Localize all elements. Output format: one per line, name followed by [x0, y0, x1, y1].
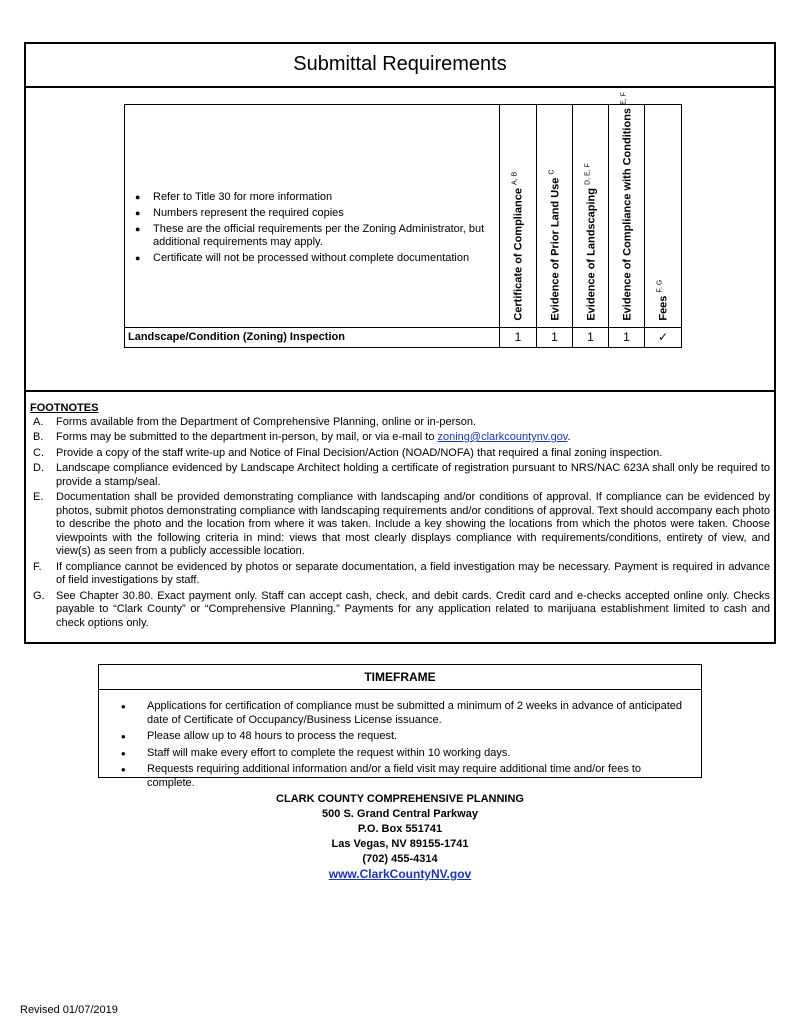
- timeframe-heading: TIMEFRAME: [99, 665, 701, 690]
- footnote-text: See Chapter 30.80. Exact payment only. Staff can accept cash, check, and debit cards. Credit card and e-checks accepted online only. Checks payable to “Clark County” or “Comprehensive Planning.” Payments for any application related to marijuana establishment limited to cash and check options only.: [56, 589, 770, 629]
- revision-date: Revised 01/07/2019: [20, 1004, 118, 1016]
- timeframe-box: [98, 664, 702, 789]
- footnote: [30, 462, 770, 489]
- column-footnote-ref: A, B: [511, 172, 519, 186]
- row-label: Landscape/Condition (Zoning) Inspection: [124, 328, 500, 348]
- footnote-letter: A.: [33, 415, 44, 428]
- footnote-letter: C.: [33, 446, 44, 459]
- email-link[interactable]: zoning@clarkcountynv.gov: [437, 431, 568, 443]
- footnotes-heading: FOOTNOTES: [30, 402, 99, 414]
- website-link[interactable]: www.ClarkCountyNV.gov: [328, 867, 472, 881]
- footnote-text: Provide a copy of the staff write-up and Notice of Final Decision/Action (NOAD/NOFA) that required a final zoning inspection.: [56, 446, 663, 459]
- column-label: Fees: [657, 295, 670, 321]
- org-name: CLARK COUNTY COMPREHENSIVE PLANNING: [276, 793, 524, 805]
- info-bullet: ● Refer to Title 30 for more information: [135, 191, 495, 204]
- row-value: 1: [573, 328, 609, 348]
- column-footnote-ref: C: [548, 169, 556, 175]
- street-address: 500 S. Grand Central Parkway: [322, 808, 478, 820]
- city-state-zip: Las Vegas, NV 89155-1741: [331, 838, 469, 850]
- list-item: • Staff will make every effort to complete the request within 10 working days.: [121, 747, 689, 761]
- footnote: [30, 447, 770, 461]
- column-header-prior-land-use: [537, 104, 573, 328]
- requirements-area: [26, 86, 774, 392]
- footnote-text: Forms may be submitted to the department in-person, by mail, or via e-mail to: [56, 431, 438, 443]
- contact-address: [0, 792, 800, 883]
- requirements-table: [124, 92, 706, 348]
- list-item: • Please allow up to 48 hours to process the request.: [121, 730, 689, 744]
- row-value: 1: [609, 328, 645, 348]
- footnote-letter: F.: [33, 560, 42, 573]
- page-title: Submittal Requirements: [26, 44, 774, 88]
- phone-number: (702) 455-4314: [362, 853, 438, 865]
- po-box: P.O. Box 551741: [357, 823, 443, 835]
- info-cell: [124, 104, 500, 328]
- column-footnote-ref: E, F: [620, 92, 628, 106]
- footnote: [30, 590, 770, 631]
- timeframe-list: [99, 700, 701, 790]
- footnote-text: Landscape compliance evidenced by Landscape Architect holding a certificate of registration pursuant to NRS/NAC 623A shall only be required to provide a stamp/seal.: [56, 462, 770, 488]
- column-header-certificate: [500, 104, 537, 328]
- footnote-letter: G.: [33, 589, 45, 602]
- info-bullet: ● Certificate will not be processed without complete documentation: [135, 252, 495, 265]
- list-item: • Requests requiring additional information and/or a field visit may require additional time and/or fees to complete.: [121, 763, 689, 790]
- table-row: [124, 328, 706, 348]
- list-item: • Applications for certification of compliance must be submitted a minimum of 2 weeks in advance of anticipated date of Certificate of Occupancy/Business License issuance.: [121, 700, 689, 727]
- column-footnote-ref: F, G: [656, 280, 664, 293]
- footnote: [30, 431, 770, 445]
- footnotes-section: [30, 402, 770, 632]
- column-label: Evidence of Compliance with Conditions: [620, 108, 633, 321]
- checkmark-icon: ✓: [645, 328, 682, 348]
- column-header-conditions: [609, 92, 645, 328]
- column-footnote-ref: D, E, F: [584, 163, 592, 186]
- footnote-letter: D.: [33, 462, 44, 474]
- footnote-text-end: .: [567, 431, 571, 443]
- footnote-letter: B.: [33, 431, 44, 443]
- column-header-landscaping: [573, 104, 609, 328]
- footnote: [30, 491, 770, 559]
- info-bullet: ● Numbers represent the required copies: [135, 207, 495, 220]
- column-label: Certificate of Compliance: [512, 188, 525, 321]
- row-value: 1: [537, 328, 573, 348]
- info-bullets: [135, 191, 495, 268]
- submittal-requirements-box: [24, 42, 776, 644]
- footnote: [30, 561, 770, 588]
- footnote-text: Forms available from the Department of Comprehensive Planning, online or in-person.: [56, 415, 477, 428]
- column-label: Evidence of Prior Land Use: [548, 177, 561, 321]
- column-header-fees: [645, 104, 682, 328]
- footnote-letter: E.: [33, 491, 44, 503]
- footnote-text: If compliance cannot be evidenced by photos or separate documentation, a field investigation may be necessary. Payment is required in advance of field investigations by staff.: [56, 560, 770, 586]
- footnote-text: Documentation shall be provided demonstrating compliance with landscaping and/or conditions of approval. If compliance can be evidenced by photos, submit photos demonstrating compliance with landscaping requirements and/or conditions of approval. Text should accompany each photo to describe the photo and the location from where it was taken. Include a key showing the locations from which the photos were taken. Choose viewpoints with the following criteria in mind: views that most clearly displays compliance with requirements/conditions, entirety of view, and view(s) as seen from a publicly accessible location.: [56, 491, 770, 557]
- row-value: 1: [500, 328, 537, 348]
- footnote: [30, 416, 770, 430]
- info-bullet: ● These are the official requirements per the Zoning Administrator, but additional requirements may apply.: [135, 223, 495, 249]
- column-label: Evidence of Landscaping: [584, 188, 597, 321]
